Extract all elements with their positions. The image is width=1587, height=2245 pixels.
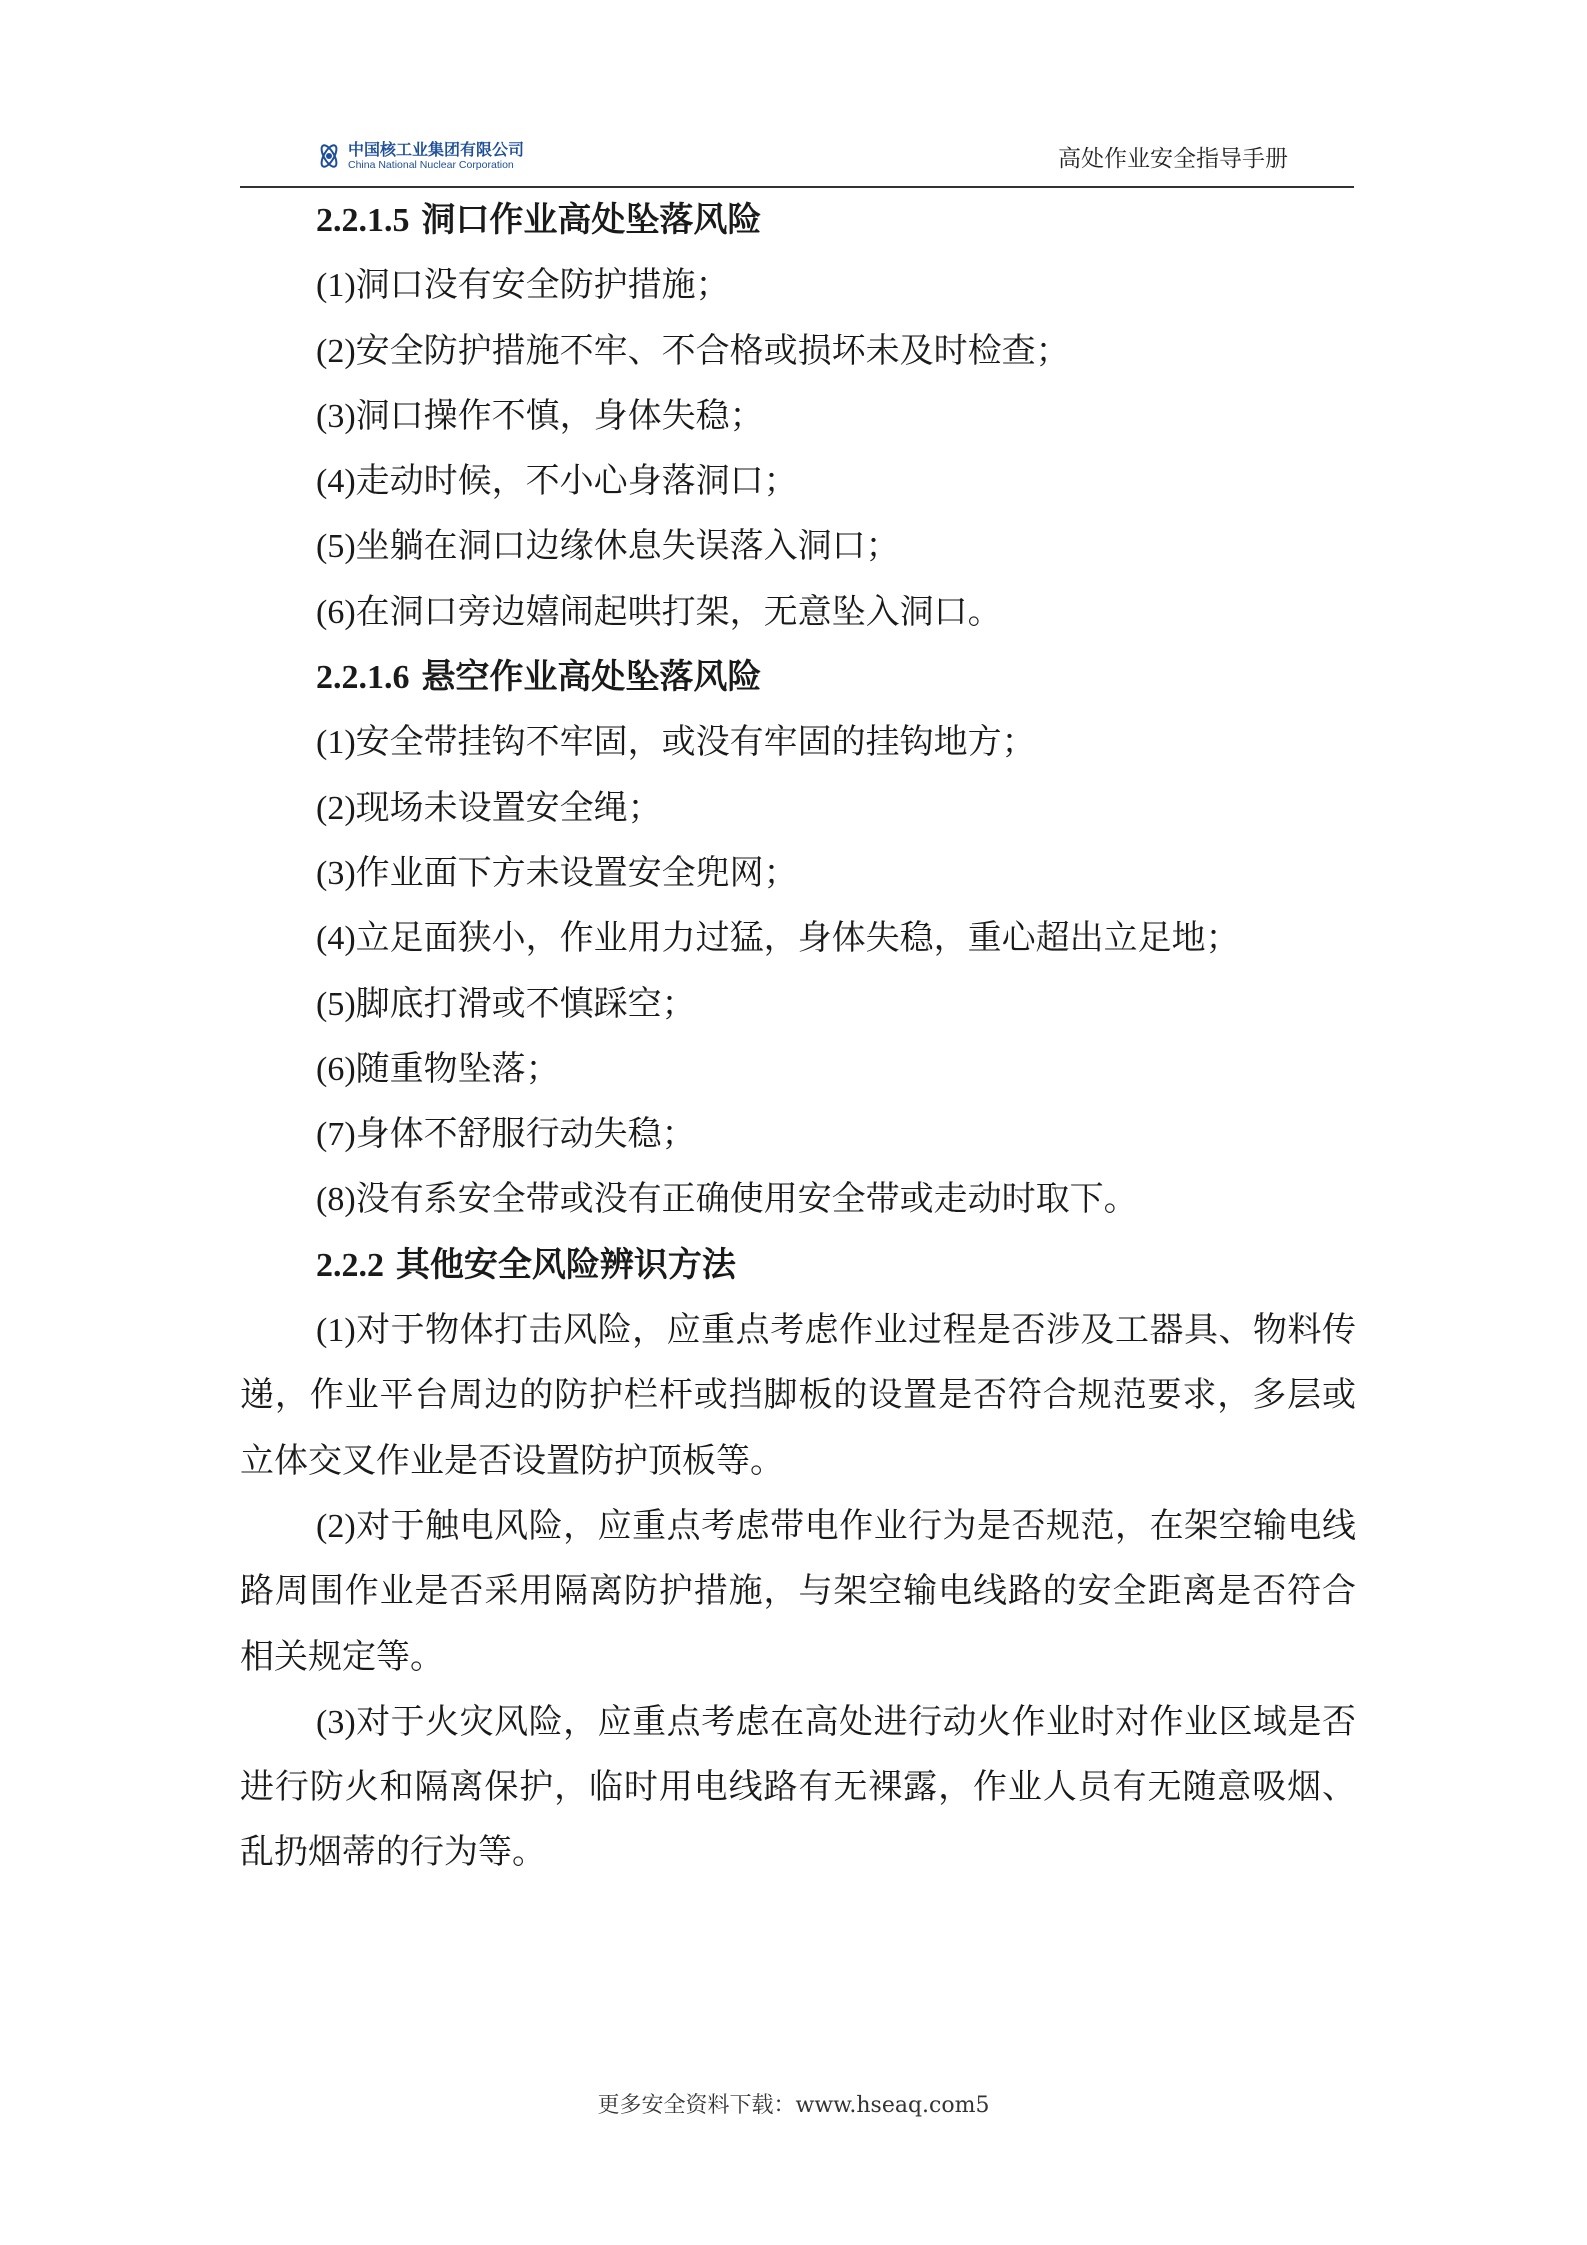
logo-english-name: China National Nuclear Corporation	[348, 158, 514, 171]
list-item: (4)立足面狭小，作业用力过猛，身体失稳，重心超出立足地；	[316, 918, 1240, 959]
list-item: (2)安全防护措施不牢、不合格或损坏未及时检查；	[316, 330, 1070, 371]
list-item: (5)脚底打滑或不慎踩空；	[316, 983, 696, 1024]
page-content	[240, 188, 1370, 1886]
list-item: (1)洞口没有安全防护措施；	[316, 265, 730, 306]
list-item: (3)洞口操作不慎，身体失稳；	[316, 395, 764, 436]
list-item: (6)随重物坠落；	[316, 1048, 560, 1089]
document-title: 高处作业安全指导手册	[1058, 146, 1288, 172]
section-heading: 2.2.2 其他安全风险辨识方法	[316, 1244, 736, 1285]
paragraph: (1)对于物体打击风险，应重点考虑作业过程是否涉及工器具、物料传递，作业平台周边的防护栏杆或挡脚板的设置是否符合规范要求，多层或立体交叉作业是否设置防护顶板等。	[240, 1310, 1356, 1481]
company-logo	[314, 140, 524, 172]
list-item: (1)安全带挂钩不牢固，或没有牢固的挂钩地方；	[316, 722, 1036, 763]
list-item: (5)坐躺在洞口边缘休息失误落入洞口；	[316, 526, 900, 567]
section-heading: 2.2.1.5 洞口作业高处坠落风险	[316, 200, 762, 240]
atom-logo-icon	[314, 140, 344, 172]
list-item: (8)没有系安全带或没有正确使用安全带或走动时取下。	[316, 1179, 1138, 1220]
list-item: (6)在洞口旁边嬉闹起哄打架，无意坠入洞口。	[316, 591, 1002, 632]
list-item: (3)作业面下方未设置安全兜网；	[316, 852, 798, 893]
section-heading: 2.2.1.6 悬空作业高处坠落风险	[316, 657, 762, 698]
logo-chinese-name: 中国核工业集团有限公司	[348, 139, 525, 159]
page-header	[240, 128, 1354, 188]
paragraph: (2)对于触电风险，应重点考虑带电作业行为是否规范，在架空输电线路周围作业是否采用隔离防护措施，与架空输电线路的安全距离是否符合相关规定等。	[240, 1505, 1356, 1677]
list-item: (2)现场未设置安全绳；	[316, 787, 662, 828]
paragraph: (3)对于火灾风险，应重点考虑在高处进行动火作业时对作业区域是否进行防火和隔离保护，临时用电线路有无裸露，作业人员有无随意吸烟、乱扔烟蒂的行为等。	[240, 1701, 1356, 1873]
list-item: (7)身体不舒服行动失稳；	[316, 1114, 696, 1155]
page-footer: 更多安全资料下载：www.hseaq.com5	[597, 2093, 990, 2118]
list-item: (4)走动时候，不小心身落洞口；	[316, 461, 798, 502]
